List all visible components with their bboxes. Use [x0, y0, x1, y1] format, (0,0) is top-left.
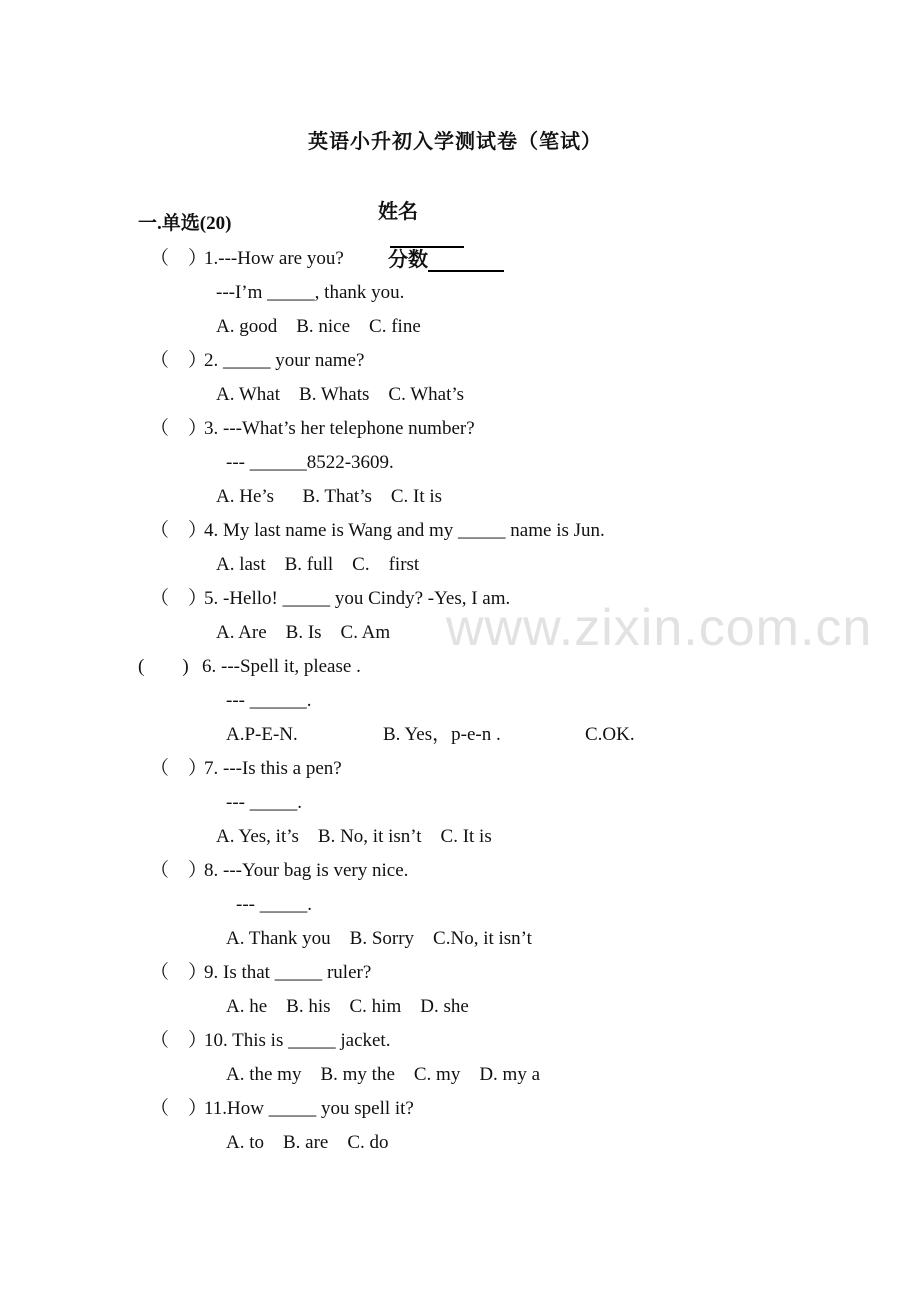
answer-paren[interactable]: （ ） — [150, 1098, 208, 1119]
answer-paren[interactable]: （ ） — [150, 588, 208, 609]
answer-paren[interactable]: ( ) — [138, 656, 189, 677]
question-stem: 6. ---Spell it, please . — [202, 656, 361, 677]
question-2-options: A. What B. Whats C. What’s — [216, 384, 465, 405]
question-7-sub: --- _____. — [226, 792, 302, 813]
question-stem: 11.How _____ you spell it? — [204, 1098, 414, 1119]
question-6-option-a: A.P-E-N. — [226, 724, 298, 745]
question-6 — [138, 655, 361, 679]
answer-paren[interactable]: （ ） — [150, 248, 208, 269]
question-3 — [150, 417, 475, 441]
answer-paren[interactable]: （ ） — [150, 962, 208, 983]
question-11-options: A. to B. are C. do — [226, 1132, 389, 1153]
question-6-option-b: B. Yes，p-e-n . — [383, 724, 501, 745]
question-3-sub: --- ______8522-3609. — [226, 452, 394, 473]
answer-paren[interactable]: （ ） — [150, 350, 208, 371]
name-blank[interactable] — [390, 226, 464, 248]
question-3-options: A. He’s B. That’s C. It is — [216, 486, 443, 507]
question-10 — [150, 1029, 390, 1053]
name-label: 姓名 — [378, 201, 418, 223]
answer-paren[interactable]: （ ） — [150, 1030, 208, 1051]
question-7 — [150, 757, 342, 781]
question-6-sub: --- ______. — [226, 690, 312, 711]
answer-paren[interactable]: （ ） — [150, 418, 208, 439]
score-blank[interactable] — [428, 250, 504, 272]
question-7-options: A. Yes, it’s B. No, it isn’t C. It is — [216, 826, 492, 847]
question-10-options: A. the my B. my the C. my D. my a — [226, 1064, 541, 1085]
question-stem: 2. _____ your name? — [204, 350, 365, 371]
question-4-options: A. last B. full C. first — [216, 554, 420, 575]
question-8-sub: --- _____. — [236, 894, 312, 915]
question-stem: 4. My last name is Wang and my _____ name is Jun. — [204, 520, 605, 541]
question-1-options: A. good B. nice C. fine — [216, 316, 421, 337]
question-stem: 1.---How are you? — [204, 248, 344, 269]
question-11 — [150, 1097, 414, 1121]
page-title: 英语小升初入学测试卷（笔试） — [308, 131, 602, 153]
question-8 — [150, 859, 408, 883]
question-stem: 8. ---Your bag is very nice. — [204, 860, 409, 881]
question-9-options: A. he B. his C. him D. she — [226, 996, 469, 1017]
answer-paren[interactable]: （ ） — [150, 520, 208, 541]
question-8-options: A. Thank you B. Sorry C.No, it isn’t — [226, 928, 532, 949]
question-4 — [150, 519, 605, 543]
question-stem: 10. This is _____ jacket. — [204, 1030, 391, 1051]
question-stem: 5. -Hello! _____ you Cindy? -Yes, I am. — [204, 588, 511, 609]
question-1-sub: ---I’m _____, thank you. — [216, 282, 405, 303]
question-2 — [150, 349, 364, 373]
section-heading: 一.单选(20) — [138, 213, 232, 234]
question-5 — [150, 587, 510, 611]
name-score-row — [368, 176, 504, 272]
watermark: www.zixin.com.cn — [446, 599, 873, 657]
question-9 — [150, 961, 371, 985]
question-stem: 9. Is that _____ ruler? — [204, 962, 372, 983]
score-label: 分数 — [388, 249, 428, 271]
question-stem: 7. ---Is this a pen? — [204, 758, 342, 779]
question-1 — [150, 247, 344, 271]
answer-paren[interactable]: （ ） — [150, 758, 208, 779]
question-6-option-c: C.OK. — [585, 724, 635, 745]
question-5-options: A. Are B. Is C. Am — [216, 622, 391, 643]
question-stem: 3. ---What’s her telephone number? — [204, 418, 475, 439]
answer-paren[interactable]: （ ） — [150, 860, 208, 881]
